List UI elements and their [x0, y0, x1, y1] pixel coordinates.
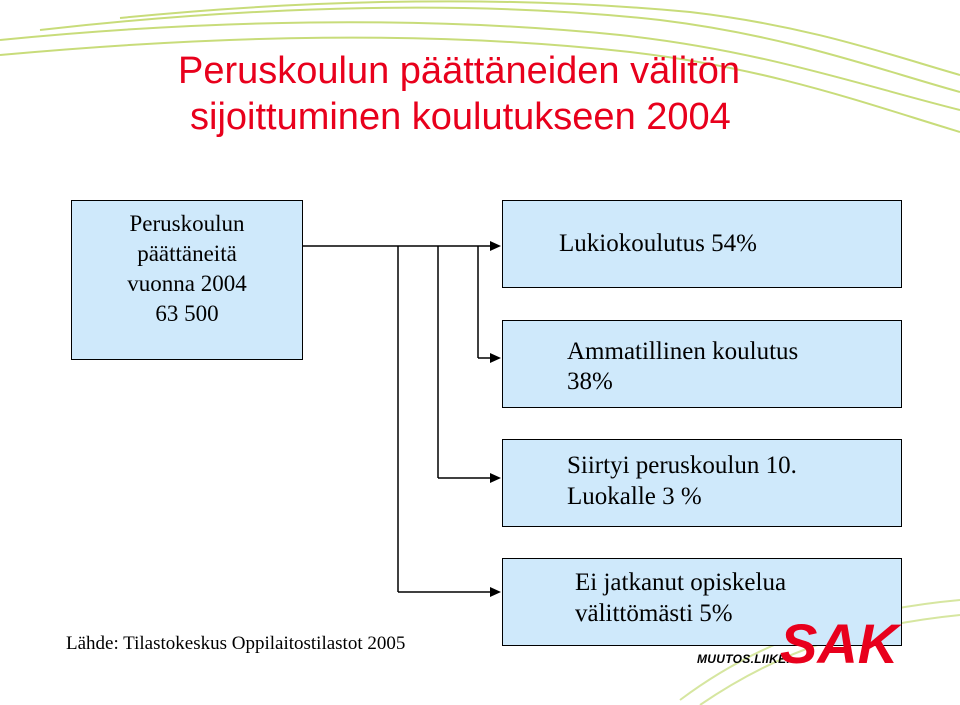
page-title: [178, 48, 938, 140]
source-box-line-4: 63 500: [155, 301, 219, 326]
outcome-box-upper-secondary: [502, 200, 902, 288]
source-population-box: [71, 200, 303, 360]
outcome-box-vocational: [502, 320, 902, 408]
source-box-line-3: vuonna 2004: [127, 271, 247, 296]
page-title-line-1: Peruskoulun päättäneiden välitön: [178, 50, 740, 92]
sak-logo: SAK: [780, 612, 899, 675]
logo-tagline: MUUTOS.LIIKE.: [697, 652, 791, 666]
arrowhead-2: [490, 353, 501, 363]
outcome-box-tenth-grade: [502, 439, 902, 527]
outcome-1-line-1: Lukiokoulutus 54%: [559, 230, 757, 257]
arrowhead-3: [490, 473, 501, 483]
page-title-line-2: sijoittuminen koulutukseen 2004: [190, 96, 731, 138]
source-note: Lähde: Tilastokeskus Oppilaitostilastot 2005: [66, 633, 406, 654]
outcome-3-line-1: Siirtyi peruskoulun 10.: [567, 452, 797, 479]
outcome-3-line-2: Luokalle 3 %: [567, 483, 702, 510]
arrowhead-4: [490, 587, 501, 597]
connector-lines: [303, 246, 490, 592]
source-box-line-1: Peruskoulun: [129, 211, 245, 236]
outcome-4-line-1: Ei jatkanut opiskelua: [575, 569, 787, 596]
connector-arrowheads: [490, 241, 501, 597]
arrowhead-1: [490, 241, 501, 251]
source-box-line-2: päättäneitä: [137, 241, 237, 266]
outcome-2-line-1: Ammatillinen koulutus: [567, 338, 799, 365]
outcome-2-line-2: 38%: [567, 368, 613, 395]
outcome-4-line-2: välittömästi 5%: [575, 600, 733, 627]
